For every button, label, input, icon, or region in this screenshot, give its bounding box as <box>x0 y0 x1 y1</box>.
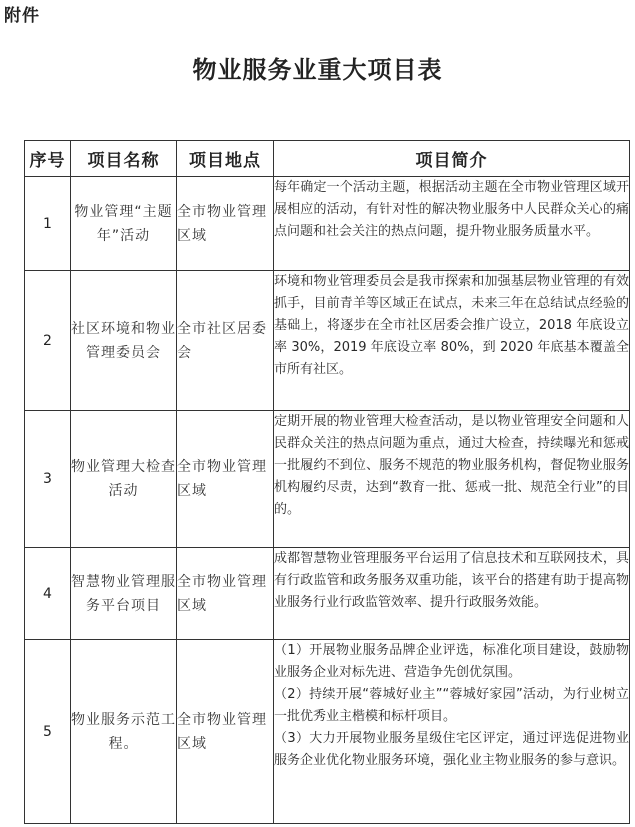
row-no: 3 <box>25 411 71 548</box>
row-no: 2 <box>25 271 71 411</box>
row-project-location: 全市物业管理区域 <box>177 640 274 824</box>
row-project-description <box>274 411 630 548</box>
row-project-name: 物业服务示范工程。 <box>71 640 177 824</box>
row-project-location: 全市物业管理区域 <box>177 411 274 548</box>
description-paragraph: （3）大力开展物业服务星级住宅区评定，通过评选促进物业服务企业优化物业服务环境，强化业主物业服务的参与意识。 <box>274 731 629 768</box>
row-project-name: 物业管理大检查活动 <box>71 411 177 548</box>
description-paragraph: （2）持续开展“蓉城好业主”“蓉城好家园”活动，为行业树立一批优秀业主楷模和标杆项目。 <box>274 687 629 724</box>
description-paragraph: 每年确定一个活动主题，根据活动主题在全市物业管理区域开展相应的活动，有针对性的解决物业服务中人民群众关心的痛点问题和社会关注的热点问题，提升物业服务质量水平。 <box>274 180 629 239</box>
row-no: 1 <box>25 177 71 271</box>
header-description: 项目简介 <box>274 141 630 177</box>
row-project-name: 社区环境和物业管理委员会 <box>71 271 177 411</box>
header-name: 项目名称 <box>71 141 177 177</box>
header-no: 序号 <box>25 141 71 177</box>
row-project-description <box>274 271 630 411</box>
table-row <box>25 271 630 411</box>
row-project-description <box>274 548 630 640</box>
row-project-location: 全市物业管理区域 <box>177 177 274 271</box>
table-row <box>25 548 630 640</box>
attachment-label: 附件 <box>4 6 40 26</box>
table-row <box>25 177 630 271</box>
row-project-description <box>274 177 630 271</box>
row-project-name: 物业管理“主题年”活动 <box>71 177 177 271</box>
description-paragraph: 定期开展的物业管理大检查活动，是以物业管理安全问题和人民群众关注的热点问题为重点，通过大检查，持续曝光和惩戒一批履约不到位、服务不规范的物业服务机构，督促物业服务机构履约尽责，达到“教育一批、惩戒一批、规范全行业”的目的。 <box>274 414 629 517</box>
table-row <box>25 640 630 824</box>
row-project-description <box>274 640 630 824</box>
header-location: 项目地点 <box>177 141 274 177</box>
description-paragraph: 环境和物业管理委员会是我市探索和加强基层物业管理的有效抓手，目前青羊等区域正在试点，未来三年在总结试点经验的基础上，将逐步在全市社区居委会推广设立，2018 年底设立率 30%，2019 年底设立率 80%，到 2020 年底基本覆盖全市所有社区。 <box>274 274 629 377</box>
row-no: 4 <box>25 548 71 640</box>
row-no: 5 <box>25 640 71 824</box>
row-project-name: 智慧物业管理服务平台项目 <box>71 548 177 640</box>
table-row <box>25 411 630 548</box>
document-title: 物业服务业重大项目表 <box>192 56 443 84</box>
major-projects-table <box>24 140 630 824</box>
description-paragraph: 成都智慧物业管理服务平台运用了信息技术和互联网技术，具有行政监管和政务服务双重功能，该平台的搭建有助于提高物业服务行业行政监管效率、提升行政服务效能。 <box>274 551 629 610</box>
description-paragraph: （1）开展物业服务品牌企业评选，标准化项目建设，鼓励物业服务企业对标先进、营造争先创优氛围。 <box>274 643 629 680</box>
row-project-location: 全市物业管理区域 <box>177 548 274 640</box>
table-header-row <box>25 141 630 177</box>
row-project-location: 全市社区居委会 <box>177 271 274 411</box>
